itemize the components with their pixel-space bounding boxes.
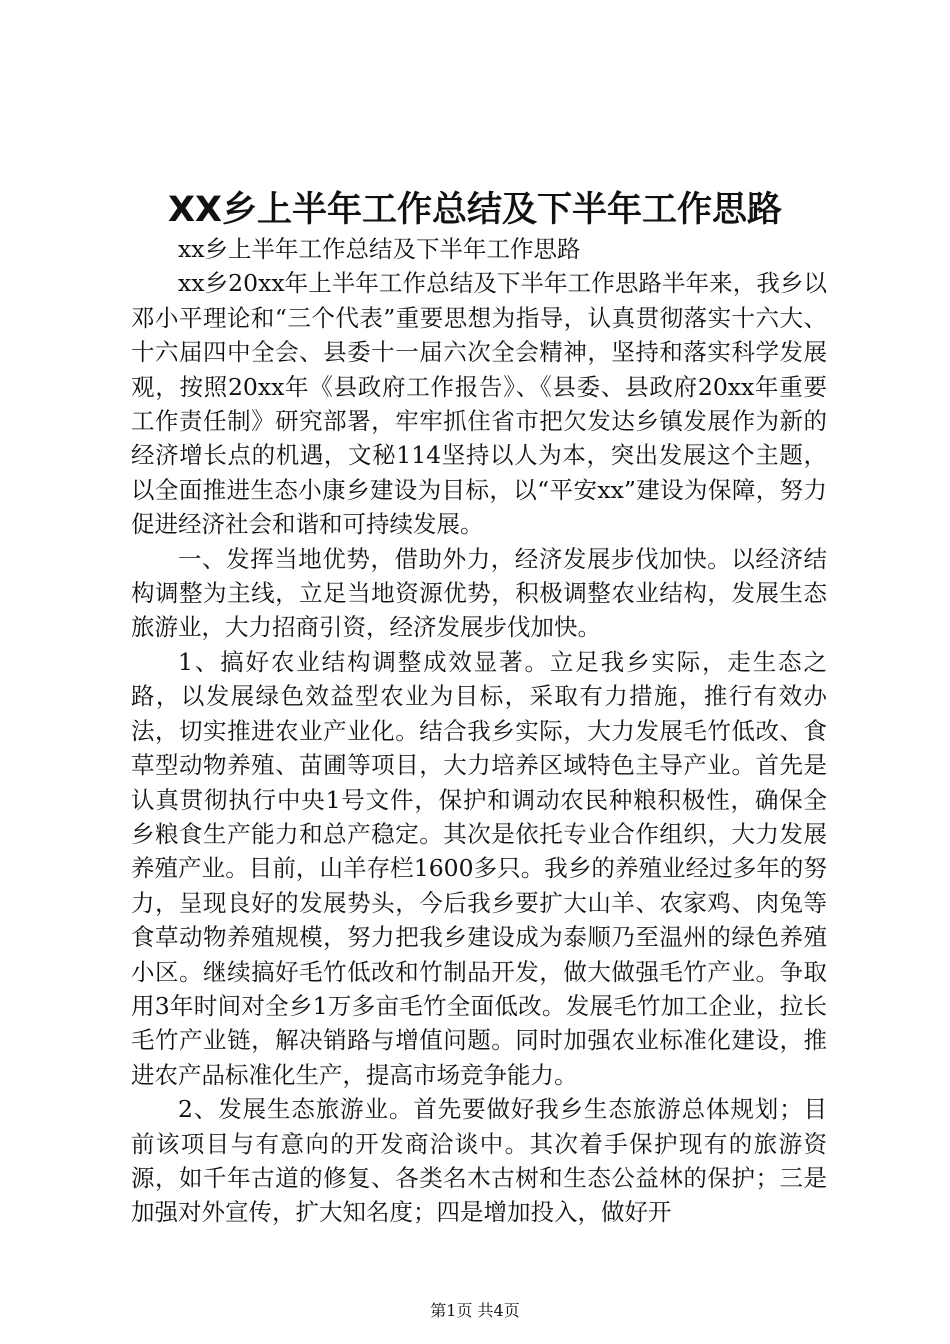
paragraph-section-one: 一、发挥当地优势，借助外力，经济发展步伐加快。以经济结构调整为主线，立足当地资源优势，积极调整农业结构，发展生态旅游业，大力招商引资，经济发展步伐加快。	[131, 544, 827, 642]
page-number-footer: 第1页 共4页	[430, 1301, 520, 1320]
paragraph-item-one: 1、搞好农业结构调整成效显著。立足我乡实际，走生态之路，以发展绿色效益型农业为目标，采取有力措施，推行有效办法，切实推进农业产业化。结合我乡实际，大力发展毛竹低改、食草型动物养殖、苗圃等项目，大力培养区域特色主导产业。首先是认真贯彻执行中央1号文件，保护和调动农民种粮积极性，确保全乡粮食生产能力和总产稳定。其次是依托专业合作组织，大力发展养殖产业。目前，山羊存栏1600多只。我乡的养殖业经过多年的努力，呈现良好的发展势头，今后我乡要扩大山羊、农家鸡、肉兔等食草动物养殖规模，努力把我乡建设成为泰顺乃至温州的绿色养殖小区。继续搞好毛竹低改和竹制品开发，做大做强毛竹产业。争取用3年时间对全乡1万多亩毛竹全面低改。发展毛竹加工企业，拉长毛竹产业链，解决销路与增值问题。同时加强农业标准化建设，推进农产品标准化生产，提高市场竞争能力。	[131, 647, 827, 1089]
paragraph-intro: xx乡20xx年上半年工作总结及下半年工作思路半年来，我乡以邓小平理论和“三个代表”重要思想为指导，认真贯彻落实十六大、十六届四中全会、县委十一届六次全会精神，坚持和落实科学发展观，按照20xx年《县政府工作报告》、《县委、县政府20xx年重要工作责任制》研究部署，牢牢抓住省市把欠发达乡镇发展作为新的经济增长点的机遇，文秘114坚持以人为本，突出发展这个主题，以全面推进生态小康乡建设为目标，以“平安xx”建设为保障，努力促进经济社会和谐和可持续发展。	[131, 269, 827, 539]
document-body	[131, 232, 827, 1230]
paragraph-item-two: 2、发展生态旅游业。首先要做好我乡生态旅游总体规划；目前该项目与有意向的开发商洽谈中。其次着手保护现有的旅游资源，如千年古道的修复、各类名木古树和生态公益林的保护；三是加强对外宣传，扩大知名度；四是增加投入，做好开	[131, 1095, 827, 1227]
paragraph-subtitle: xx乡上半年工作总结及下半年工作思路	[178, 235, 581, 263]
document-title: XX乡上半年工作总结及下半年工作思路	[168, 190, 782, 230]
